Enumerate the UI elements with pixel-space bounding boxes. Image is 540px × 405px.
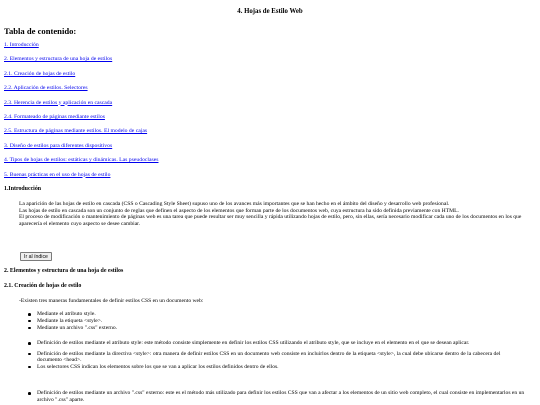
document-title: 4. Hojas de Estilo Web	[237, 8, 303, 15]
toc-link-elementos[interactable]: 2. Elementos y estructura de una hoja de estilos	[4, 56, 113, 63]
toc-item	[4, 100, 159, 114]
external-css-list	[26, 390, 526, 403]
paragraph: El proceso de modificación o mantenimiento de páginas web es una tarea que puede resultar ser muy sencilla y rápida utilizando hojas de estilo, pero, sin ellas, sería necesario modificar cada uno de los documentos en los que aparecería el elemento cuyo aspecto se desee cambiar.	[19, 214, 522, 227]
paragraph: Las hojas de estilo en cascada son un conjunto de reglas que definen el aspecto de los elementos que forman parte de los documentos web, cuya estructura ha sido definida previamente con HTML.	[19, 207, 459, 214]
toc-item	[4, 85, 159, 99]
list-item: Mediante un archivo ".css" externo.	[26, 325, 117, 332]
toc-link-formateado[interactable]: 2.4. Formateado de páginas mediante estilos	[4, 113, 105, 120]
section-1-heading: 1.Introducción	[4, 186, 42, 192]
toc-link-dispositivos[interactable]: 3. Diseño de estilos para diferentes dispositivos	[4, 142, 113, 149]
toc-item	[4, 172, 159, 186]
toc-item	[4, 128, 159, 142]
section-2-heading: 2. Elementos y estructura de una hoja de estilos	[4, 268, 124, 274]
list-item: Mediante la etiqueta <style>.	[26, 318, 117, 325]
toc-link-modelo-cajas[interactable]: 2.5. Estructura de páginas mediante estilos. El modelo de cajas	[4, 128, 148, 135]
table-of-contents	[4, 42, 159, 186]
go-to-index-button[interactable]: Ir al índice	[20, 252, 52, 261]
toc-link-selectores[interactable]: 2.2. Aplicación de estilos. Selectores	[4, 85, 88, 92]
toc-link-pseudoclases[interactable]: 4. Tipos de hojas de estilos: estáticas y dinámicas. Las pseudoclases	[4, 157, 159, 164]
list-item: Mediante el atributo style.	[26, 311, 117, 318]
toc-item	[4, 114, 159, 128]
toc-item	[4, 42, 159, 56]
list-item: Definición de estilos mediante la directiva <style>: otra manera de definir estilos CSS en un documento web consiste en incluirlos dentro de la etiqueta <style>, la cual debe ubicarse dentro de la cabecera del documento <head>.	[26, 351, 526, 364]
paragraph: La aparición de las hojas de estilo en cascada (CSS o Cascading Style Sheet) supuso uno de los avances más importantes que se han hecho en el ámbito del diseño y desarrollo web profesional.	[19, 201, 450, 207]
toc-link-buenas-practicas[interactable]: 5. Buenas prácticas en el uso de hojas de estilo	[4, 171, 111, 178]
section-2-1-heading: 2.1. Creación de hojas de estilo	[4, 283, 82, 289]
definitions-list	[26, 340, 526, 370]
toc-heading: Tabla de contenido:	[4, 26, 77, 36]
toc-link-herencia[interactable]: 2.3. Herencia de estilos y aplicación en cascada	[4, 99, 113, 106]
toc-link-introduccion[interactable]: 1. Introducción	[4, 42, 39, 48]
list-item: Definición de estilos mediante un archivo ".css" externo: este es el método más utilizado para definir los estilos CSS que van a afectar a los elementos de un sitio web completo, el cual consiste en implementarlos en un archivo ".css" aparte.	[26, 390, 526, 403]
section-1-body	[19, 201, 524, 227]
section-2-1-intro: -Existen tres maneras fundamentales de definir estilos CSS en un documento web:	[19, 298, 204, 304]
list-item: Los selectores CSS indican los elementos sobre los que se van a aplicar los estilos definidos dentro de ellos.	[26, 364, 526, 371]
toc-item	[4, 143, 159, 157]
toc-item	[4, 56, 159, 70]
list-item: Definición de estilos mediante el atributo style: este método consiste simplemente en definir los estilos CSS utilizando el atributo style, que se incluye en el elemento en el que se desean aplicar.	[26, 340, 526, 347]
toc-item	[4, 157, 159, 171]
toc-link-creacion[interactable]: 2.1. Creación de hojas de estilo	[4, 70, 76, 77]
toc-item	[4, 71, 159, 85]
methods-list	[26, 311, 117, 331]
